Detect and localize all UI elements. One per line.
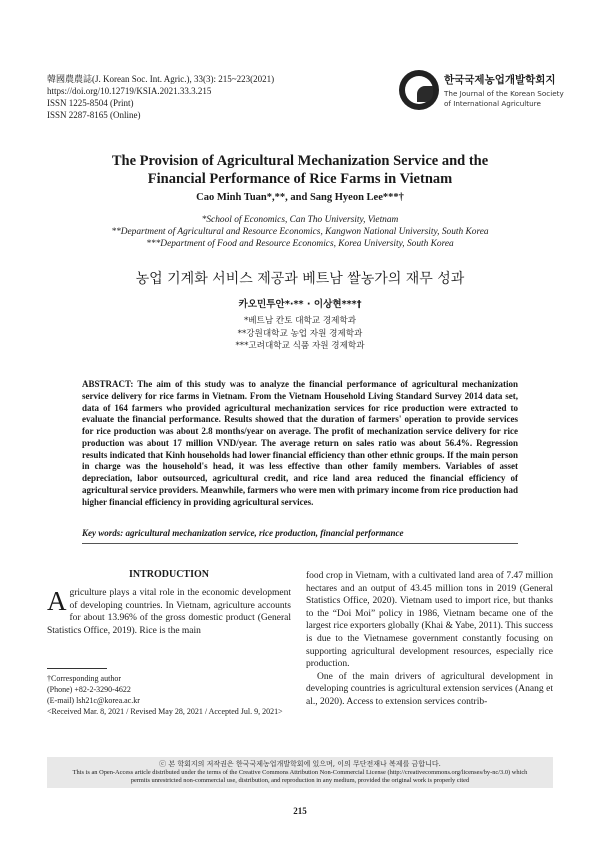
journal-citation-block	[47, 73, 274, 121]
korean-affiliation-1: *베트남 칸토 대학교 경제학과	[243, 316, 357, 326]
license-line-2: permits unrestricted non-commercial use, distribution, and reproduction in any medium, provided the original work is properly cited	[130, 777, 470, 785]
intro-text-left: griculture plays a vital role in the economic development of developing countries. In Vietnam, agriculture accounts for about 13.96% of the gross domestic product (General Statistics Office, 2019). Rice is the main	[47, 588, 291, 636]
license-box	[47, 757, 553, 788]
affiliation-3: ***Department of Food and Resource Economics, Korea University, South Korea	[146, 239, 454, 250]
license-line-1: This is an Open-Access article distributed under the terms of the Creative Commons Attribution Non-Commercial License (http://creativecommons.org/licenses/by-nc/3.0) which	[72, 768, 528, 776]
intro-paragraph-2: One of the main drivers of agricultural development in developing countries is agricultural extension services (Anang et al., 2020). Access to extension services contrib-	[306, 671, 553, 707]
abstract: ABSTRACT: The aim of this study was to analyze the financial performance of agricultural mechanization service delivery for rice farms in Vietnam. From the Vietnam Household Living Standard Survey 2014 data set, data of 164 farmers who provided agricultural mechanization services for rice production were extracted to evaluate the financial performance. Results showed that the duration of farmers' operation to provide services for rice production was about 2.8 months/year on average. The profit of mechanization service delivery for rice production was about 17 million VND/year. The average return on sales ratio was about 56.4%. Regression results indicated that Kinh households had lower financial efficiency than other ethnic groups. If the main person in charge was the household's head, it was less effective than other family members. Variables of asset depreciation, labor outsourced, agricultural credit, and rice land area reduced the financial efficiency of agricultural service providers. Meanwhile, farmers who were men with primary income from rice production had higher financial efficiency in providing agricultural services.	[82, 379, 518, 507]
issn-online: ISSN 2287-8165 (Online)	[47, 110, 141, 120]
keywords: Key words: agricultural mechanization service, rice production, financial performance	[82, 528, 404, 538]
intro-left-column	[47, 587, 291, 637]
received-dates: <Received Mar. 8, 2021 / Revised May 28, 2021 / Accepted Jul. 9, 2021>	[47, 707, 283, 716]
page-number: 215	[293, 806, 307, 816]
corresponding-author: †Corresponding author	[47, 674, 121, 683]
society-name-korean: 한국국제농업개발학회지	[444, 74, 556, 86]
affiliations	[40, 214, 560, 251]
korean-title: 농업 기계화 서비스 제공과 베트남 쌀농가의 재무 성과	[135, 271, 465, 287]
copyright-korean: ⓒ 본 학회지의 저작권은 한국국제농업개발학회에 있으며, 이의 무단전재나 복제를 금합니다.	[159, 760, 441, 768]
footnote-divider	[47, 668, 107, 669]
intro-right-column	[306, 570, 553, 709]
section-heading-introduction: INTRODUCTION	[128, 569, 209, 580]
korean-affiliation-2: **강원대학교 농업 자원 경제학과	[237, 328, 363, 339]
korean-affiliation-3: ***고려대학교 식품 자원 경제학과	[235, 341, 365, 351]
footnote	[47, 673, 307, 717]
society-name-english: The Journal of the Korean Society of International Agriculture	[444, 89, 564, 108]
journal-citation: 韓國農農誌(J. Korean Soc. Int. Agric.), 33(3): 215~223(2021)	[47, 74, 275, 84]
paper-title: The Provision of Agricultural Mechanization Service and the Financial Performance of Rice Farms in Vietnam	[111, 153, 489, 187]
authors: Cao Minh Tuan*,**, and Sang Hyeon Lee***†	[196, 192, 404, 203]
divider	[82, 543, 518, 544]
phone: (Phone) +82-2-3290-4622	[47, 685, 131, 694]
doi-link[interactable]: https://doi.org/10.12719/KSIA.2021.33.3.215	[47, 86, 212, 96]
affiliation-2: **Department of Agricultural and Resource Economics, Kangwon National University, South Korea	[111, 227, 489, 238]
issn-print: ISSN 1225-8504 (Print)	[47, 98, 134, 108]
korean-affiliations	[60, 315, 540, 353]
intro-paragraph-1: food crop in Vietnam, with a cultivated land area of 7.47 million hectares and an output of 43.45 million tons in 2019 (General Statistics Office, 2020). Vietnam used to import rice, but thanks to the “Doi Moi” policy in 1986, Vietnam became one of the largest rice exporters globally (Khai & Yabe, 2011). This success is due to the Vietnamese government constantly focusing on supporting agricultural development resources, especially rice production.	[306, 571, 553, 670]
drop-cap: A	[47, 586, 67, 616]
society-logo-icon	[399, 70, 439, 110]
affiliation-1: *School of Economics, Can Tho University, Vietnam	[201, 215, 399, 225]
email: (E-mail) lsh21c@korea.ac.kr	[47, 696, 140, 705]
korean-authors: 카오민투안*·** · 이상현***†	[238, 299, 362, 310]
